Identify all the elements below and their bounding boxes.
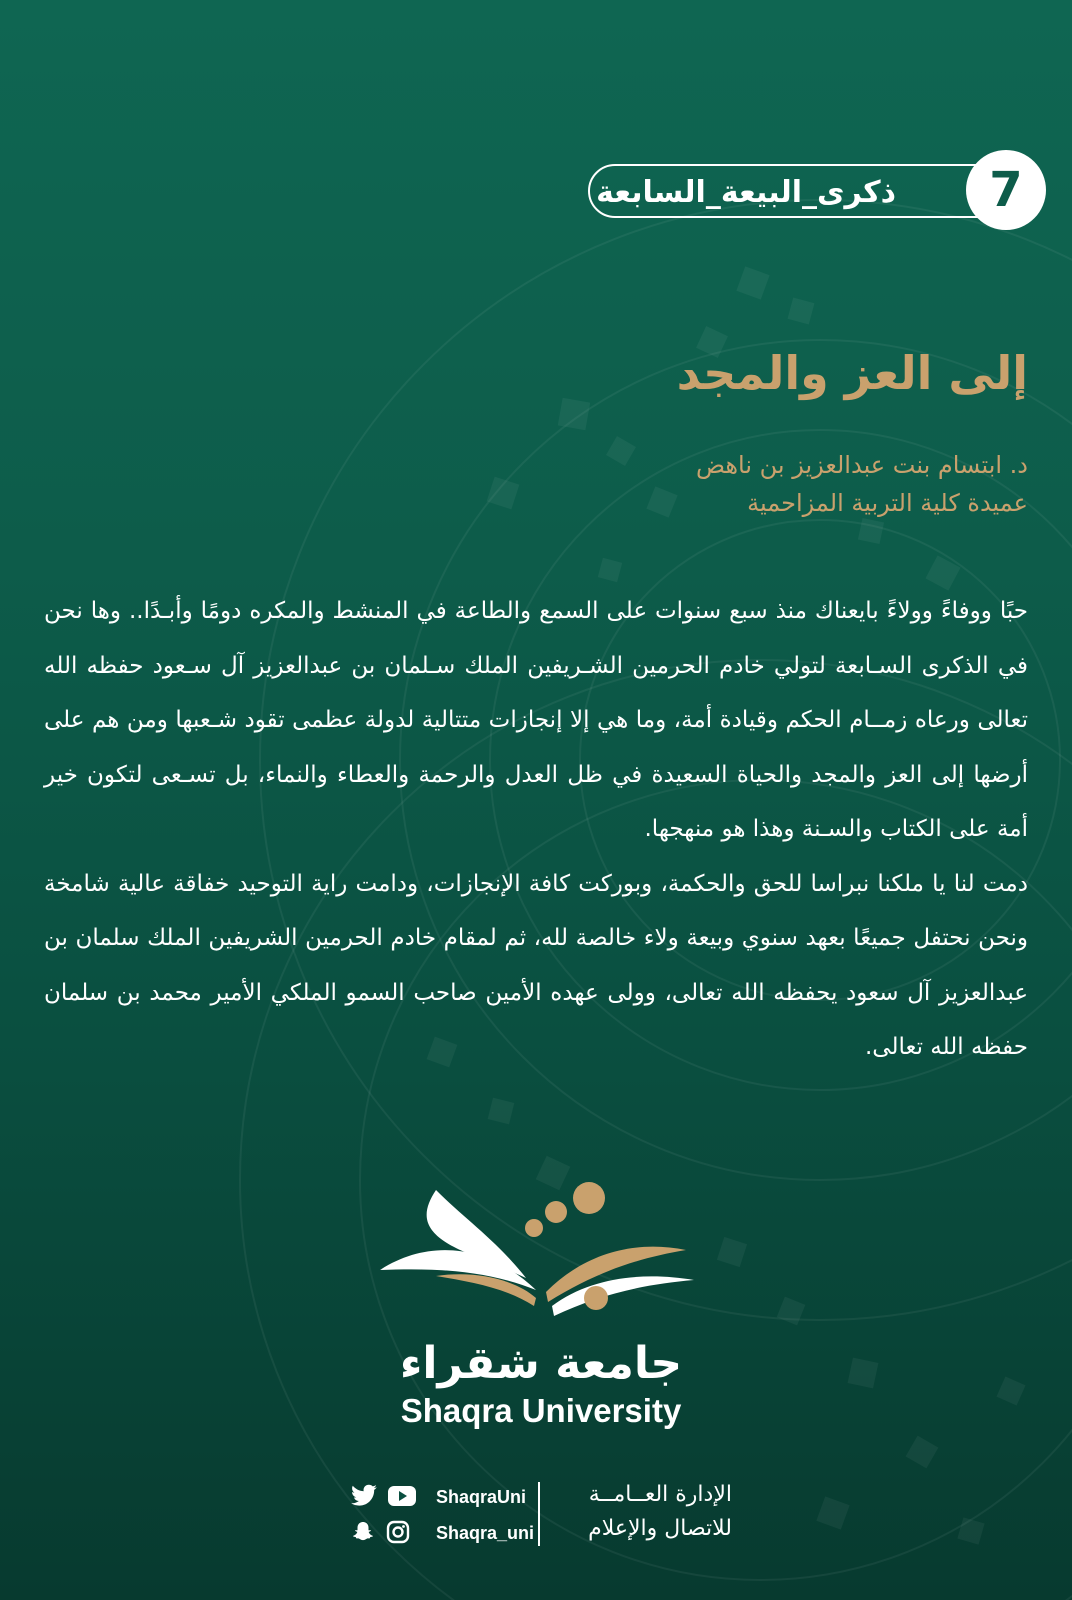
handle-twitter-youtube[interactable]: ShaqraUni: [436, 1487, 527, 1507]
handle-snapchat-instagram[interactable]: Shaqra_uni: [436, 1523, 535, 1543]
university-logo-icon: [376, 1180, 706, 1340]
youtube-icon[interactable]: [387, 1485, 417, 1507]
footer: [340, 1478, 740, 1548]
university-name-english: Shaqra University: [400, 1392, 682, 1429]
author-name: د. ابتسام بنت عبدالعزيز بن ناهض: [695, 451, 1028, 479]
author-block: [696, 446, 1028, 522]
article-body: [44, 584, 1028, 1075]
snapchat-icon[interactable]: [350, 1520, 376, 1544]
paragraph-2: دمت لنا يا ملكنا نبراسا للحق والحكمة، وبوركت كافة الإنجازات، ودامت راية التوحيد خفاقة عالية شامخة ونحن نحتفل جميعًا بعهد سنوي وبيعة ولاء خالصة لله، ثم لمقام خادم الحرمين الشريفين الملك سلمان بن عبدالعزيز آل سعود يحفظه الله تعالى، وولى عهده الأمين صاحب السمو الملكي الأمير محمد بن سلمان حفظه الله تعالى.: [44, 870, 1028, 1060]
department-line-1: الإدارة العــامــة: [588, 1482, 732, 1507]
hashtag-text: ذكرى_البيعة_السابعة: [596, 175, 896, 210]
hashtag-pill: [588, 164, 1008, 218]
instagram-icon[interactable]: [385, 1520, 411, 1544]
social-row-2: [350, 1518, 535, 1548]
university-name-arabic: جامعة شقراء: [399, 1338, 683, 1389]
author-role: عميدة كلية التربية المزاحمية: [747, 489, 1028, 517]
department-name: [552, 1478, 732, 1546]
number-badge: 7: [966, 150, 1046, 230]
department-line-2: للاتصال والإعلام: [588, 1516, 732, 1541]
paragraph-1: حبًا ووفاءً وولاءً بايعناك منذ سبع سنوات على السمع والطاعة في المنشط والمكره دومًا وأبـدًا.. وها نحن في الذكرى السـابعة لتولي خادم الحرمين الشـريفين الملك سـلمان بن عبدالعزيز آل سـعود حفظه الله تعالى ورعاه زمــام الحكم وقيادة أمة، وما هي إلا إنجازات متتالية لدولة عظمى تقود شـعبها ومن هم على أرضها إلى العز والمجد والحياة السعيدة في ظل العدل والرحمة والعطاء والنماء، بل تسـعى لتكون خير أمة على الكتاب والسـنة وهذا هو منهجها.: [44, 598, 1028, 842]
twitter-icon[interactable]: [350, 1484, 378, 1508]
article-title: إلى العز والمجد: [676, 346, 1028, 400]
social-row-1: [350, 1482, 530, 1512]
footer-divider: [538, 1482, 540, 1546]
